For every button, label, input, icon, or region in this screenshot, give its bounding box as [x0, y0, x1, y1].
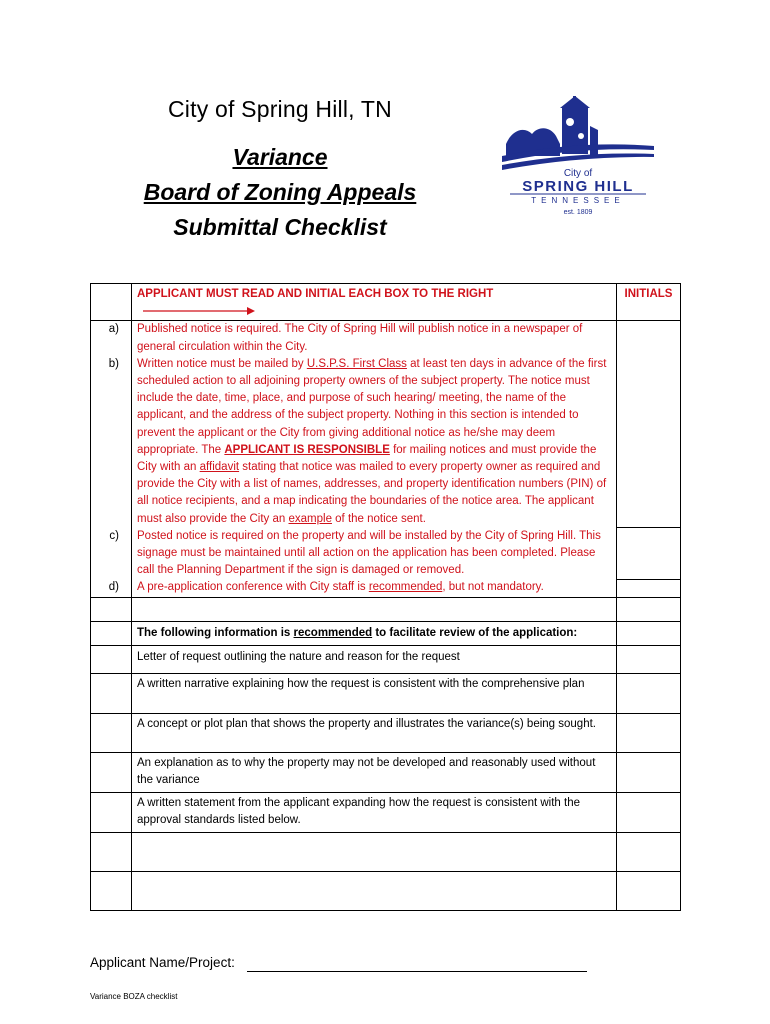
empty-row	[91, 871, 681, 910]
info-item-1: Letter of request outlining the nature and reason for the request	[132, 645, 617, 673]
logo-state: TENNESSEE	[531, 196, 625, 205]
header-instruction: APPLICANT MUST READ AND INITIAL EACH BOX TO THE RIGHT	[137, 288, 494, 300]
info-item-3: A concept or plot plan that shows the property and illustrates the variance(s) being sought.	[132, 713, 617, 752]
clock-face-icon	[566, 118, 574, 126]
table-header-row	[91, 284, 681, 321]
item-text-d: A pre-application conference with City staff is recommended, but not mandatory.	[132, 579, 617, 597]
info-item-4: An explanation as to why the property may not be developed and reasonably used without the variance	[132, 752, 617, 792]
arrow-right-icon	[143, 307, 255, 315]
document-footer: Variance BOZA checklist	[90, 992, 178, 1001]
initials-cell-4[interactable]	[617, 752, 681, 792]
applicant-name-label: Applicant Name/Project:	[90, 955, 235, 970]
item-letter-d: d)	[91, 579, 132, 597]
item-text-a: Published notice is required. The City of Spring Hill will publish notice in a newspaper of general circulation within the City.	[137, 323, 583, 353]
item-row-c	[91, 528, 681, 580]
header-initials: INITIALS	[624, 288, 673, 300]
applicant-name-field[interactable]	[247, 971, 587, 972]
initials-cell-2[interactable]	[617, 673, 681, 713]
logo-est: est. 1809	[563, 209, 593, 216]
table-row	[91, 673, 681, 713]
logo-city-of: City of	[563, 168, 593, 179]
table-row	[91, 713, 681, 752]
doc-title-board: Board of Zoning Appeals	[143, 179, 417, 205]
item-letter-a: a)	[108, 323, 119, 336]
item-text-b: Written notice must be mailed by U.S.P.S. First Class at least ten days in advance of the first scheduled action to all adjoining property owners of the subject property. The notice must include the date, time, place, and purpose of such hearing/ meeting, the name of the applicant, and the address of the subject property. Nothing in this section is intended to prevent the applicant or the City from giving additional notice as he/she may deem appropriate. The APPLICANT IS RESPONSIBLE for mailing notices and must provide the City with an affidavit stating that notice was mailed to every property owner as required and provide the City with a list of names, addresses, and property identification numbers (PIN) of all notice recipients, and a map indicating the boundaries of the notice area. The applicant must also provide the City an example of the notice sent.	[137, 357, 607, 525]
item-text-c: Posted notice is required on the property and will be installed by the City of Spring Hill. This signage must be maintained until all action on the application has been completed. Please call the Planning Department if the sign is damaged or removed.	[132, 528, 617, 580]
city-title: City of Spring Hill, TN	[167, 96, 392, 122]
info-header-row	[91, 621, 681, 645]
logo-name: SPRING HILL	[522, 178, 634, 195]
table-row	[91, 752, 681, 792]
table-row	[91, 792, 681, 832]
item-letter-c: c)	[91, 528, 132, 580]
initials-cell-3[interactable]	[617, 713, 681, 752]
spacer-row	[91, 597, 681, 621]
initials-cell-a[interactable]	[617, 321, 681, 528]
info-item-2: A written narrative explaining how the request is consistent with the comprehensive plan	[132, 673, 617, 713]
initials-cell-c[interactable]	[617, 528, 681, 580]
item-letter-b: b)	[108, 357, 119, 370]
item-row-d	[91, 579, 681, 597]
info-item-5: A written statement from the applicant expanding how the request is consistent with the approval standards listed below.	[132, 792, 617, 832]
doc-title-variance: Variance	[232, 144, 328, 170]
initials-cell-1[interactable]	[617, 645, 681, 673]
blank-cell	[91, 284, 132, 321]
info-header: The following information is recommended to facilitate review of the application:	[132, 621, 617, 645]
item-row-ab	[91, 321, 681, 528]
initials-cell-5[interactable]	[617, 792, 681, 832]
doc-title-checklist: Submittal Checklist	[173, 214, 387, 240]
spring-hill-logo	[498, 96, 658, 216]
empty-row	[91, 832, 681, 871]
initials-cell-d[interactable]	[617, 579, 681, 597]
checklist-table	[90, 283, 681, 911]
table-row	[91, 645, 681, 673]
